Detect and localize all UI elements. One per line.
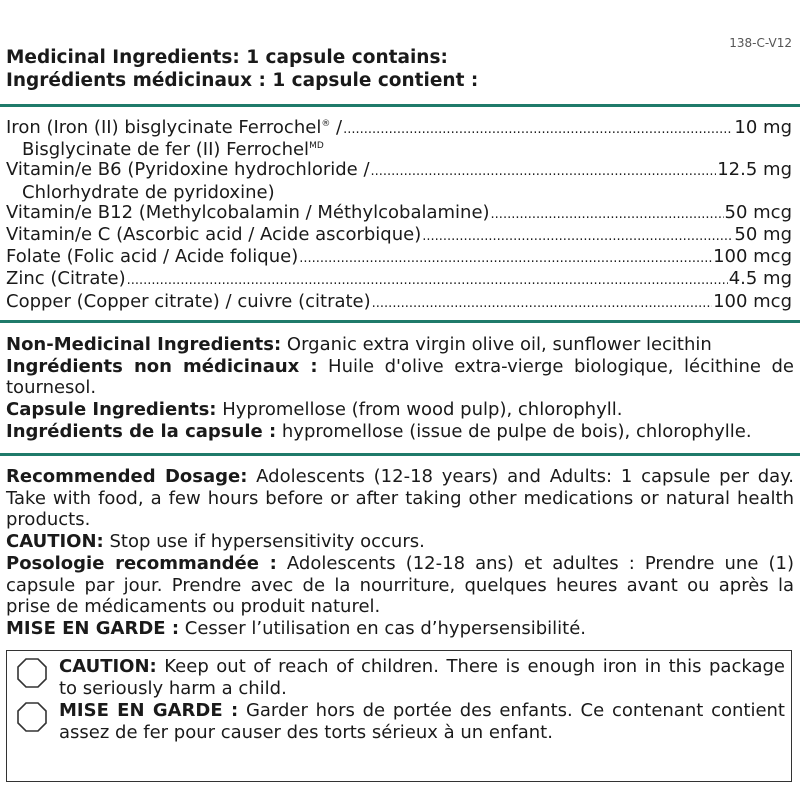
non-medicinal-en: Non-Medicinal Ingredients: Organic extra virgin olive oil, sunflower lecithin (6, 334, 712, 355)
leader-dots (299, 247, 712, 269)
leader-dots (127, 269, 728, 291)
ingredient-name: Iron (Iron (II) bisglycinate Ferrochel® / (6, 117, 343, 138)
leader-dots (343, 118, 733, 140)
dosage-section (6, 466, 794, 640)
dosage-fr: Posologie recommandée : Adolescents (12-18 ans) et adultes : Prendre une (1) capsule par jour. Prendre avec de la nourriture, quelques heures avant ou après la prise de médicaments ou produit naturel. (6, 552, 794, 618)
octagon-icon (17, 702, 47, 732)
ingredient-amount: 100 mcg (713, 246, 792, 268)
header-fr: Ingrédients médicinaux : 1 capsule contient : (6, 70, 479, 91)
caution-fr: MISE EN GARDE : Cesser l’utilisation en cas d’hypersensibilité. (6, 617, 587, 639)
ingredient-amount: 50 mcg (724, 201, 792, 223)
label-code: 138-C-V12 (729, 36, 792, 50)
ingredient-amount: 10 mg (734, 117, 792, 138)
divider-rule (0, 104, 800, 107)
capsule-ingredients-fr: Ingrédients de la capsule : hypromellose (issue de pulpe de bois), chlorophylle. (6, 420, 752, 442)
header-en: Medicinal Ingredients: 1 capsule contains: (6, 47, 448, 68)
ingredient-name: Vitamin/e B12 (Methylcobalamin / Méthylcobalamine) (6, 201, 490, 223)
ingredient-row (6, 225, 792, 247)
caution-en: CAUTION: Stop use if hypersensitivity occurs. (6, 531, 425, 553)
leader-dots (372, 292, 712, 314)
ingredient-name: Zinc (Citrate) (6, 268, 126, 290)
octagon-icon (17, 658, 47, 688)
leader-dots (491, 203, 724, 225)
child-warning-en: CAUTION: Keep out of reach of children. There is enough iron in this package to seriously harm a child. (59, 656, 785, 699)
ingredient-subline: Chlorhydrate de pyridoxine) (22, 181, 275, 203)
non-medicinal-fr: Ingrédients non médicinaux : Huile d'olive extra-vierge biologique, lécithine de tournesol. (6, 355, 794, 399)
ingredient-row (6, 247, 792, 269)
ingredient-amount: 12.5 mg (717, 159, 792, 181)
ingredient-row (6, 269, 792, 291)
dosage-en: Recommended Dosage: Adolescents (12-18 years) and Adults: 1 capsule per day. Take with food, a few hours before or after taking other medications or natural health products. (6, 466, 795, 531)
ingredient-name: Folate (Folic acid / Acide folique) (6, 246, 299, 268)
child-warning-box (6, 650, 792, 782)
ingredient-list (6, 118, 792, 314)
ingredient-amount: 4.5 mg (728, 268, 792, 290)
divider-rule (0, 453, 800, 456)
divider-rule (0, 320, 800, 323)
ingredient-row (6, 203, 792, 225)
medicinal-header (6, 46, 478, 92)
ingredient-amount: 50 mg (734, 224, 792, 246)
non-medicinal-section (6, 334, 794, 443)
child-warning-fr: MISE EN GARDE : Garder hors de portée des enfants. Ce contenant contient assez de fer pour causer des torts sérieux à un enfant. (59, 700, 785, 743)
ingredient-amount: 100 mcg (713, 290, 792, 312)
ingredient-row (6, 160, 792, 182)
ingredient-name: Copper (Copper citrate) / cuivre (citrate) (6, 290, 371, 312)
ingredient-row (6, 292, 792, 314)
ingredient-row (6, 118, 792, 140)
ingredient-name: Vitamin/e B6 (Pyridoxine hydrochloride / (6, 159, 370, 181)
ingredient-name: Vitamin/e C (Ascorbic acid / Acide ascorbique) (6, 224, 422, 246)
leader-dots (422, 225, 733, 247)
ingredient-subline: Bisglycinate de fer (II) Ferrochel$^{MD}$ (22, 139, 324, 161)
leader-dots (371, 160, 717, 182)
capsule-ingredients-en: Capsule Ingredients: Hypromellose (from wood pulp), chlorophyll. (6, 399, 623, 421)
